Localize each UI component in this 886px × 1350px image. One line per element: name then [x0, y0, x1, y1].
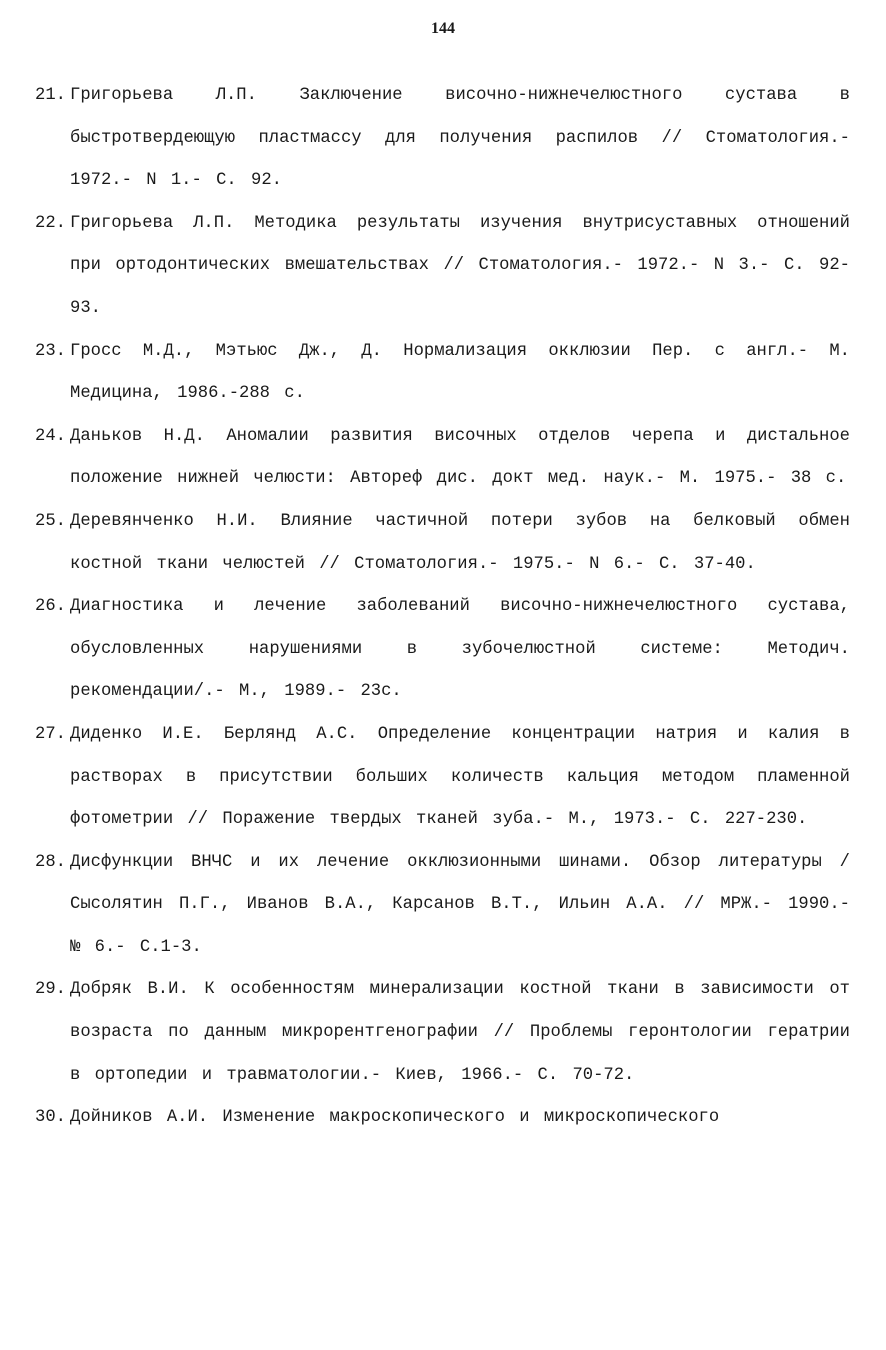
- reference-number: 27.: [35, 724, 66, 744]
- page-number: 144: [431, 20, 455, 37]
- reference-text: Григорьева Л.П. Методика результаты изучения внутрисуставных отношений при ортодонтических вмешательствах // Стоматология.- 1972.- N 3.- С. 92-93.: [70, 213, 850, 318]
- reference-item-24: [35, 416, 850, 501]
- reference-item-30: [35, 1097, 850, 1140]
- reference-number: 21.: [35, 86, 66, 105]
- reference-text: Даньков Н.Д. Аномалии развития височных отделов черепа и дистальное положение нижней челюсти: Автореф дис. докт мед. наук.- М. 1975.- 38 с.: [70, 426, 850, 489]
- reference-item-27: [35, 714, 850, 842]
- reference-text: Гросс М.Д., Мэтьюс Дж., Д. Нормализация окклюзии Пер. с англ.- М. Медицина, 1986.-288 с.: [70, 341, 850, 404]
- reference-text: Григорьева Л.П. Заключение височно-нижнечелюстного сустава в быстротвердеющую пластмассу для получения распилов // Стоматология.- 1972.- N 1.- С. 92.: [70, 86, 850, 191]
- reference-item-25: [35, 501, 850, 586]
- reference-number: 23.: [35, 341, 66, 361]
- reference-number: 25.: [35, 511, 66, 531]
- reference-number: 28.: [35, 852, 66, 872]
- reference-text: Добряк В.И. К особенностям минерализации костной ткани в зависимости от возраста по данным микрорентгенографии // Проблемы геронтологии гератрии в ортопедии и травматологии.- Киев, 1966.- С. 70-72.: [70, 980, 850, 1085]
- reference-text: Дойников А.И. Изменение макроскопического и микроскопического: [70, 1108, 720, 1128]
- reference-number: 26.: [35, 597, 66, 617]
- reference-text: Деревянченко Н.И. Влияние частичной потери зубов на белковый обмен костной ткани челюстей // Стоматология.- 1975.- N 6.- С. 37-40.: [70, 511, 850, 574]
- reference-item-22: [35, 203, 850, 331]
- reference-item-23: [35, 331, 850, 416]
- reference-number: 22.: [35, 213, 66, 233]
- reference-text: Диагностика и лечение заболеваний височно-нижнечелюстного сустава, обусловленных нарушениями в зубочелюстной системе: Методич. рекомендации/.- М., 1989.- 23с.: [70, 597, 850, 702]
- reference-item-21: [35, 75, 850, 203]
- reference-number: 30.: [35, 1108, 66, 1128]
- reference-text: Диденко И.Е. Берлянд А.С. Определение концентрации натрия и калия в растворах в присутствии больших количеств кальция методом пламенной фотометрии // Поражение твердых тканей зуба.- М., 1973.- С. 227-230.: [70, 724, 850, 830]
- reference-item-29: [35, 969, 850, 1097]
- reference-list: [35, 75, 850, 1140]
- reference-text: Дисфункции ВНЧС и их лечение окклюзионными шинами. Обзор литературы / Сысолятин П.Г., Иванов В.А., Карсанов В.Т., Ильин А.А. // МРЖ.- 1990.- № 6.- С.1-3.: [70, 852, 850, 957]
- reference-item-28: [35, 842, 850, 970]
- reference-number: 29.: [35, 980, 66, 1000]
- reference-number: 24.: [35, 426, 66, 446]
- reference-item-26: [35, 586, 850, 714]
